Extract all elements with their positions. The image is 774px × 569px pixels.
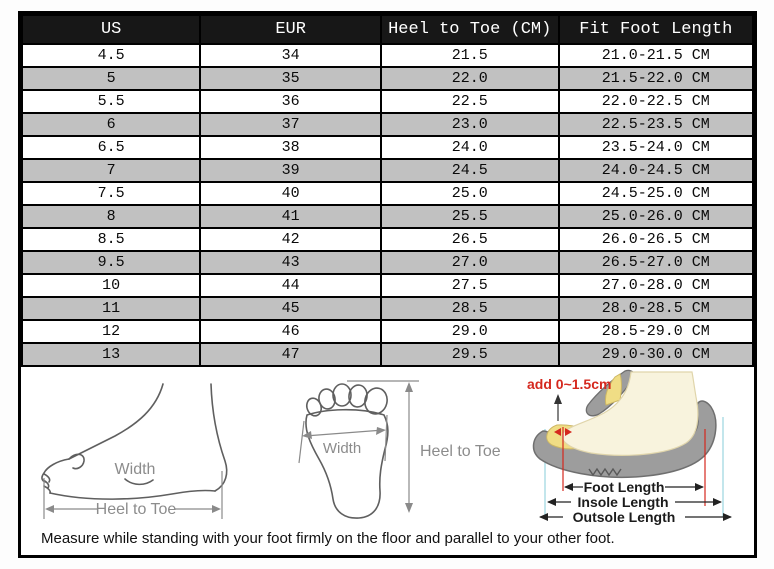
table-cell: 26.5-27.0 CM — [559, 251, 753, 274]
table-row — [22, 320, 753, 343]
diagram-area — [21, 367, 754, 555]
top-width-arrow — [299, 415, 387, 463]
top-heel-to-toe-label: Heel to Toe — [420, 443, 501, 460]
table-cell: 27.5 — [381, 274, 559, 297]
size-table-body — [22, 44, 753, 366]
table-cell: 23.0 — [381, 113, 559, 136]
table-cell: 28.0-28.5 CM — [559, 297, 753, 320]
table-row — [22, 159, 753, 182]
table-cell: 41 — [200, 205, 381, 228]
table-cell: 21.5-22.0 CM — [559, 67, 753, 90]
table-cell: 21.0-21.5 CM — [559, 44, 753, 67]
table-row — [22, 136, 753, 159]
table-cell: 24.5-25.0 CM — [559, 182, 753, 205]
table-row — [22, 205, 753, 228]
shoe-measure-diagram — [527, 369, 737, 531]
table-cell: 22.5-23.5 CM — [559, 113, 753, 136]
side-heel-to-toe-label: Heel to Toe — [95, 501, 177, 518]
outsole-length-label: Outsole Length — [572, 509, 676, 525]
table-cell: 5 — [22, 67, 200, 90]
table-cell: 22.5 — [381, 90, 559, 113]
table-cell: 13 — [22, 343, 200, 366]
table-cell: 5.5 — [22, 90, 200, 113]
top-width-label: Width — [322, 440, 362, 457]
side-heel-to-toe-arrow — [44, 471, 222, 519]
table-cell: 28.5-29.0 CM — [559, 320, 753, 343]
insole-length-arrow — [547, 494, 722, 510]
table-cell: 47 — [200, 343, 381, 366]
table-cell: 24.0-24.5 CM — [559, 159, 753, 182]
table-cell: 46 — [200, 320, 381, 343]
top-heel-to-toe-arrow — [347, 381, 501, 513]
table-cell: 25.0 — [381, 182, 559, 205]
table-row — [22, 113, 753, 136]
table-cell: 11 — [22, 297, 200, 320]
table-cell: 26.5 — [381, 228, 559, 251]
header-eur: EUR — [200, 15, 381, 44]
foot-length-label: Foot Length — [583, 479, 665, 495]
table-cell: 43 — [200, 251, 381, 274]
foot-length-arrow — [564, 479, 704, 495]
table-cell: 23.5-24.0 CM — [559, 136, 753, 159]
table-cell: 29.5 — [381, 343, 559, 366]
header-heel-to-toe: Heel to Toe (CM) — [381, 15, 559, 44]
outsole-length-arrow — [539, 509, 732, 525]
table-row — [22, 343, 753, 366]
table-cell: 12 — [22, 320, 200, 343]
side-view-foot-diagram — [35, 381, 271, 529]
table-cell: 28.5 — [381, 297, 559, 320]
table-cell: 22.0 — [381, 67, 559, 90]
insole-length-label: Insole Length — [577, 494, 669, 510]
side-width-label: Width — [114, 461, 156, 478]
table-cell: 8.5 — [22, 228, 200, 251]
table-cell: 10 — [22, 274, 200, 297]
table-cell: 9.5 — [22, 251, 200, 274]
table-cell: 39 — [200, 159, 381, 182]
table-cell: 25.5 — [381, 205, 559, 228]
table-row — [22, 228, 753, 251]
table-cell: 4.5 — [22, 44, 200, 67]
table-cell: 7 — [22, 159, 200, 182]
table-row — [22, 67, 753, 90]
table-cell: 35 — [200, 67, 381, 90]
table-cell: 27.0 — [381, 251, 559, 274]
table-cell: 6 — [22, 113, 200, 136]
table-row — [22, 297, 753, 320]
header-fit-foot-length: Fit Foot Length — [559, 15, 753, 44]
table-row — [22, 90, 753, 113]
table-row — [22, 251, 753, 274]
table-row — [22, 44, 753, 67]
table-cell: 42 — [200, 228, 381, 251]
table-cell: 34 — [200, 44, 381, 67]
table-cell: 21.5 — [381, 44, 559, 67]
table-row — [22, 182, 753, 205]
table-cell: 44 — [200, 274, 381, 297]
table-cell: 6.5 — [22, 136, 200, 159]
table-cell: 22.0-22.5 CM — [559, 90, 753, 113]
table-cell: 29.0-30.0 CM — [559, 343, 753, 366]
table-cell: 24.0 — [381, 136, 559, 159]
table-cell: 29.0 — [381, 320, 559, 343]
table-cell: 8 — [22, 205, 200, 228]
add-allowance-label: add 0~1.5cm — [527, 376, 612, 392]
table-cell: 24.5 — [381, 159, 559, 182]
top-view-foot-diagram — [287, 369, 505, 524]
table-cell: 36 — [200, 90, 381, 113]
table-cell: 37 — [200, 113, 381, 136]
header-us: US — [22, 15, 200, 44]
chart-frame — [18, 11, 757, 558]
table-row — [22, 274, 753, 297]
table-cell: 45 — [200, 297, 381, 320]
table-cell: 40 — [200, 182, 381, 205]
table-cell: 27.0-28.0 CM — [559, 274, 753, 297]
table-cell: 25.0-26.0 CM — [559, 205, 753, 228]
table-header-row — [22, 15, 753, 44]
table-cell: 7.5 — [22, 182, 200, 205]
table-cell: 26.0-26.5 CM — [559, 228, 753, 251]
measure-instruction: Measure while standing with your foot firmly on the floor and parallel to your other foot. — [41, 530, 615, 547]
size-table — [21, 14, 754, 367]
table-cell: 38 — [200, 136, 381, 159]
